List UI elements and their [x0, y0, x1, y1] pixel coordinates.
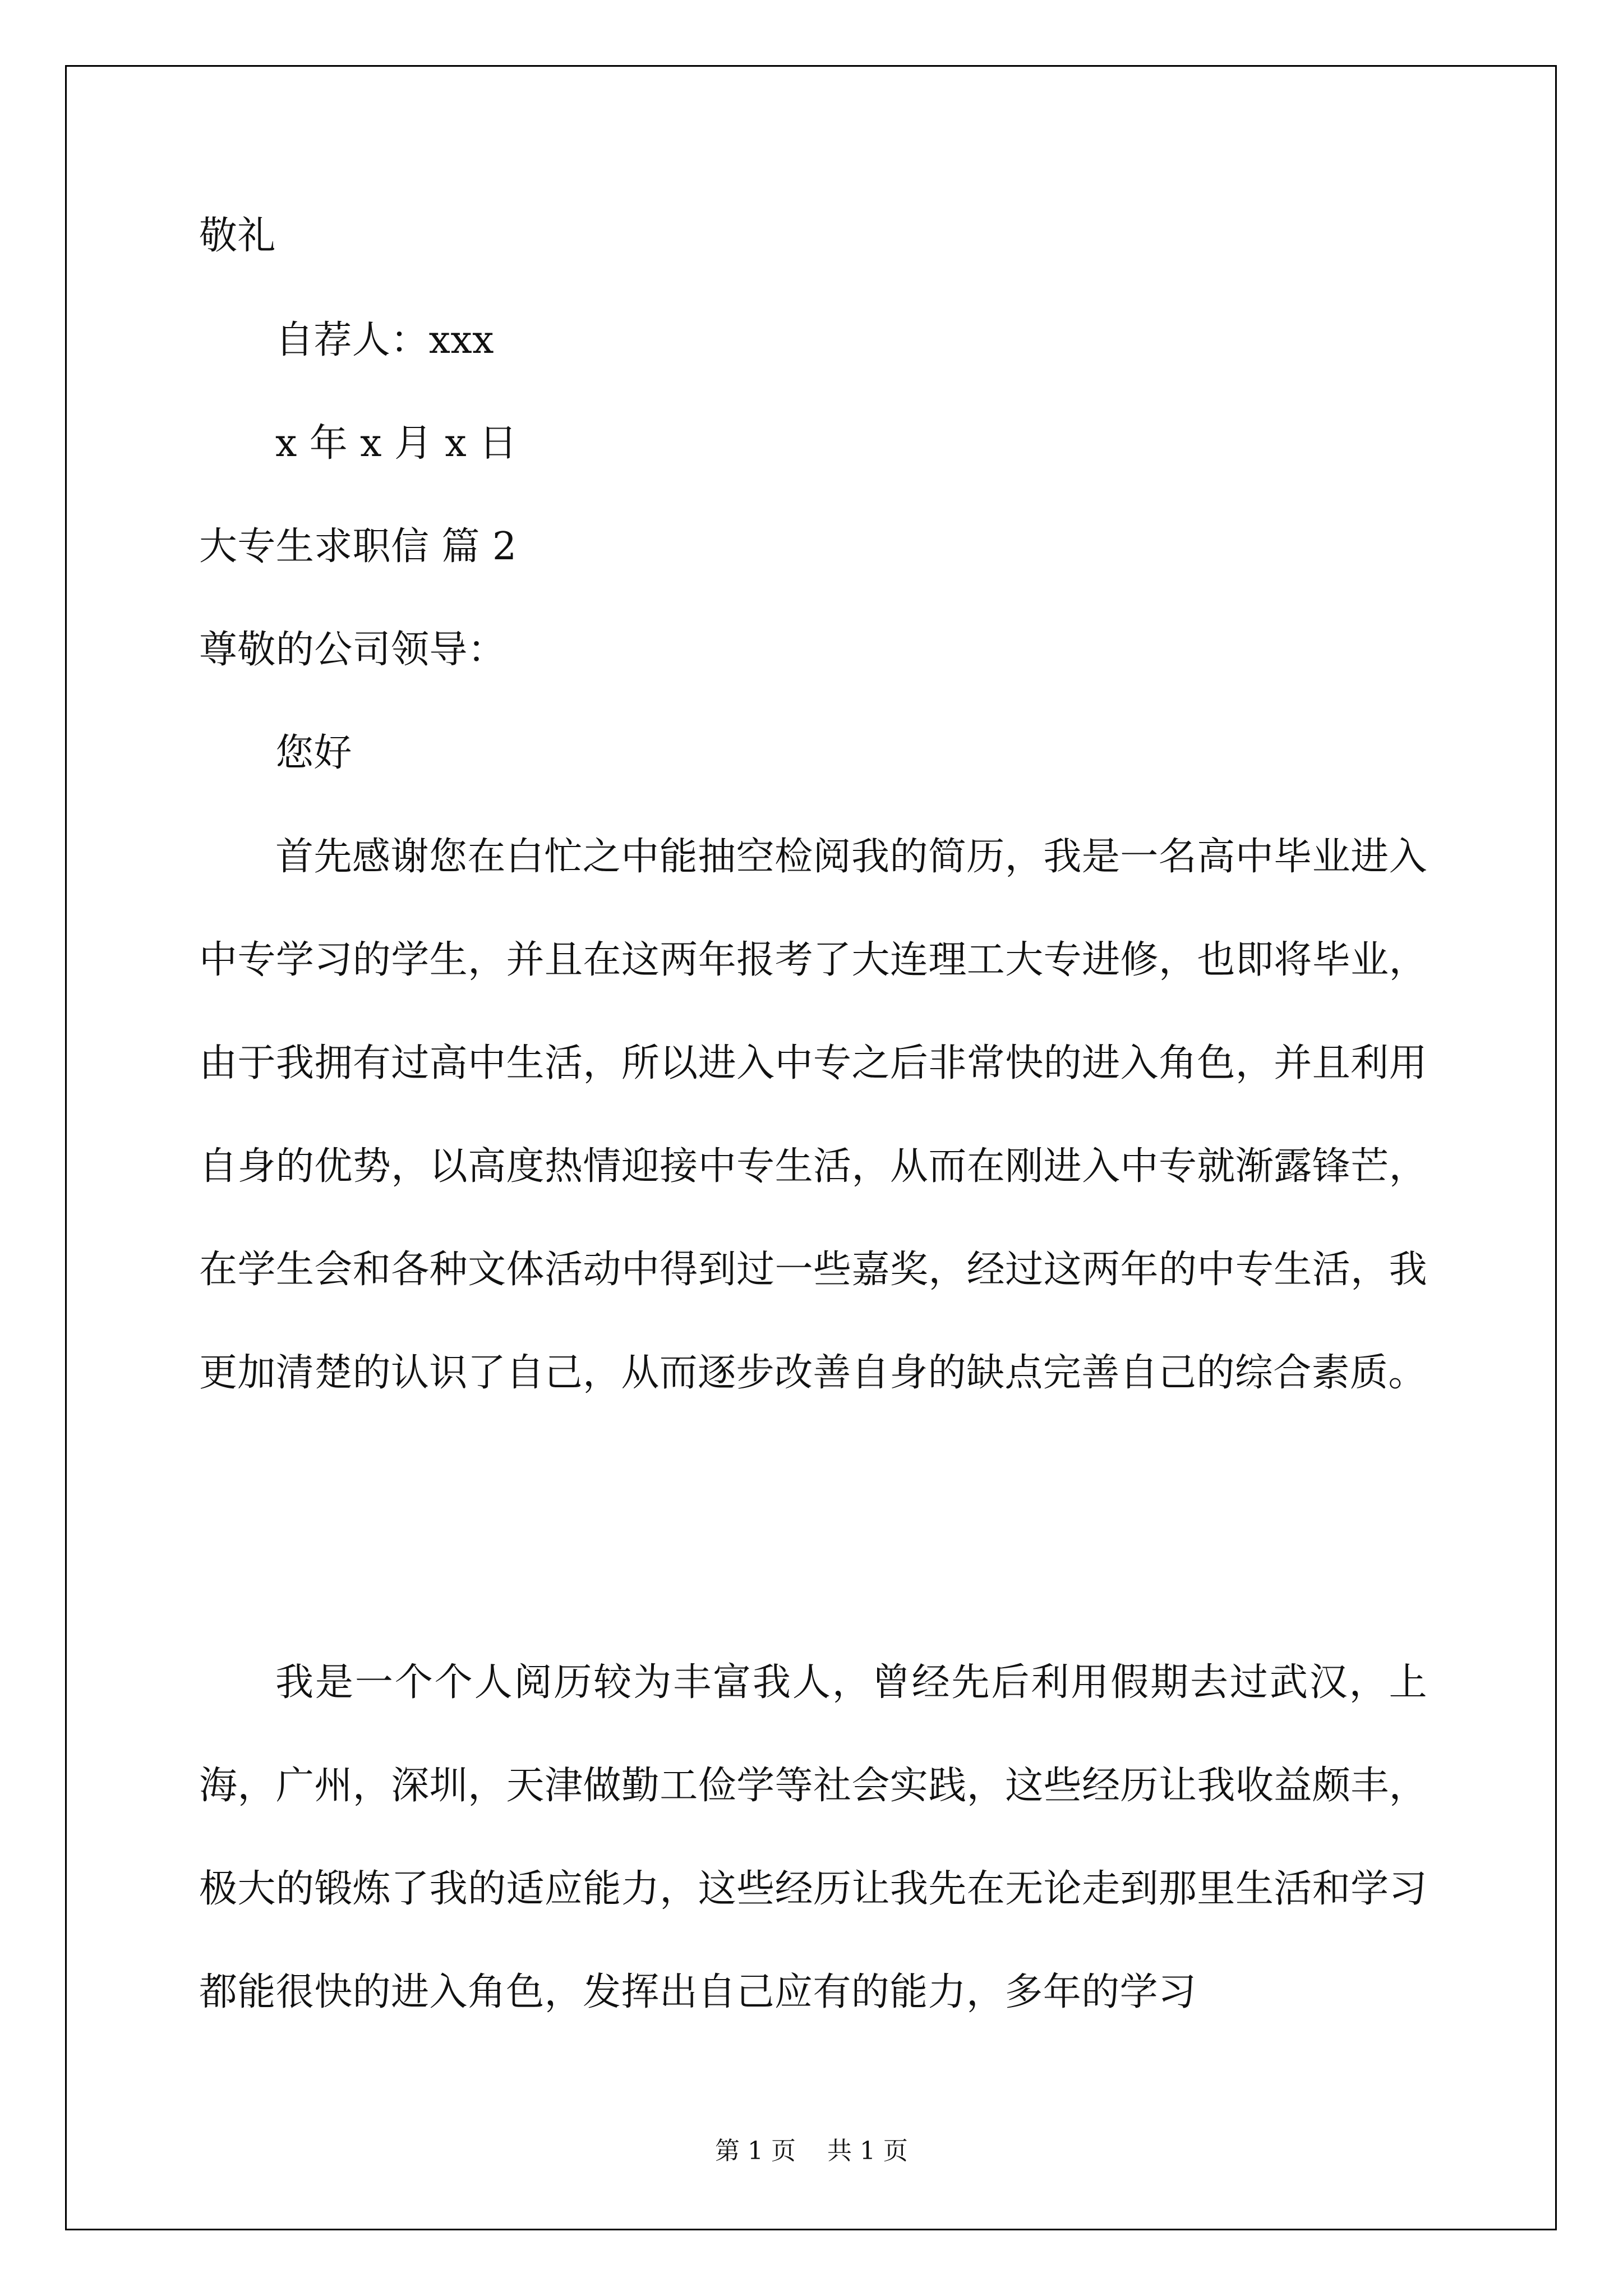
salutation-line: 尊敬的公司领导：: [199, 628, 506, 672]
signature-line: 自荐人：xxx: [275, 318, 494, 362]
greeting-line: 您好: [275, 731, 352, 775]
section-title: 大专生求职信 篇 2: [199, 524, 517, 569]
closing-line: 敬礼: [199, 214, 276, 258]
date-line: x 年 x 月 x 日: [275, 421, 518, 466]
page-footer: 第 1 页 共 1 页: [715, 2137, 908, 2165]
paragraph-2: 我是一个个人阅历较为丰富我人，曾经先后利用假期去过武汉，上海，广州，深圳，天津做勤工俭学等社会实践，这些经历让我收益颇丰，极大的锻炼了我的适应能力，这些经历让我先在无论走到那里生活和学习都能很快的进入角色，发挥出自己应有的能力，多年的学习: [199, 1660, 1427, 2014]
paragraph-1: 首先感谢您在白忙之中能抽空检阅我的简历，我是一名高中毕业进入中专学习的学生，并且在这两年报考了大连理工大专进修，也即将毕业，由于我拥有过高中生活，所以进入中专之后非常快的进入角色，并且利用自身的优势，以高度热情迎接中专生活，从而在刚进入中专就渐露锋芒，在学生会和各种文体活动中得到过一些嘉奖，经过这两年的中专生活，我更加清楚的认识了自己，从而逐步改善自身的缺点完善自己的综合素质。: [199, 835, 1427, 1395]
